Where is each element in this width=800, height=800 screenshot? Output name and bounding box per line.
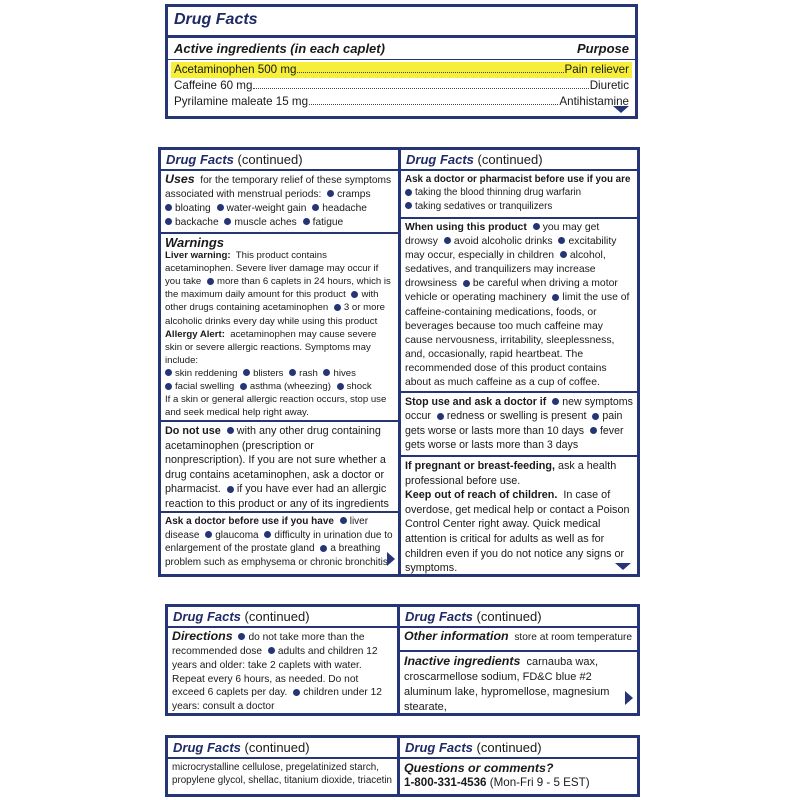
- ingredient-name: Caffeine 60 mg: [174, 79, 253, 92]
- questions-section: [400, 757, 637, 794]
- drug-facts-panel-warnings: [158, 147, 640, 577]
- drug-facts-label: Drug Facts: [173, 609, 241, 624]
- drug-facts-label: Drug Facts: [173, 740, 241, 755]
- uses-title: Uses: [165, 172, 195, 186]
- other-information-title: Other information: [404, 629, 509, 643]
- warnings-title: Warnings: [165, 235, 224, 250]
- continued-label: (continued): [476, 740, 542, 755]
- column-header: [168, 738, 397, 757]
- other-information-section: Other information store at room temperature: [400, 626, 637, 650]
- inactive-ingredients-title: Inactive ingredients: [404, 654, 521, 668]
- drug-facts-label: Drug Facts: [405, 740, 473, 755]
- ask-pharmacist-section: Ask a doctor or pharmacist before use if you are taking the blood thinning drug warfarin taking sedatives or tranquilizers: [401, 169, 637, 217]
- uses-text: for the temporary relief of these symptoms associated with menstrual periods:: [165, 175, 392, 200]
- when-using-label: When using this product: [405, 222, 527, 233]
- ingredient-purpose: Pain reliever: [564, 63, 629, 76]
- stop-use-section: Stop use and ask a doctor if new symptoms occur redness or swelling is present pain gets worse or lasts more than 10 days fever gets worse or lasts more than 3 days: [401, 391, 637, 455]
- questions-title: Questions or comments?: [404, 761, 554, 775]
- left-column: [168, 738, 397, 794]
- column-header: [400, 607, 637, 626]
- inactive-ingredients-section: Inactive ingredients carnauba wax, croscarmellose sodium, FD&C blue #2 aluminum lake, hypromellose, magnesium stearate,: [400, 650, 637, 713]
- continue-arrow-icon: [625, 691, 633, 705]
- right-column: [400, 738, 637, 794]
- ingredient-name: Acetaminophen 500 mg: [174, 63, 297, 76]
- allergy-alert-label: Allergy Alert:: [165, 328, 225, 340]
- purpose-heading: Purpose: [576, 41, 629, 56]
- continued-label: (continued): [244, 740, 310, 755]
- warnings-section: Warnings Liver warning: This product contains acetaminophen. Severe liver damage may occur if you take more than 6 caplets in 24 hours, which is the maximum daily amount for this product with other drugs containing acetaminophen 3 or more alcoholic drinks every day while using this product Allergy Alert: acetaminophen may cause severe skin or severe allergic reactions. Symptoms may include: skin reddening blisters rash hives facial swelling asthma (wheezing) shock If a skin or general allergic reaction occurs, stop use and seek medical help right away.: [161, 232, 398, 420]
- pregnancy-label: If pregnant or breast-feeding,: [405, 460, 555, 472]
- continued-label: (continued): [476, 609, 542, 624]
- column-header: [401, 150, 637, 169]
- liver-warning-label: Liver warning:: [165, 250, 231, 262]
- inactive-ingredients-continued: microcrystalline cellulose, pregelatinized starch, propylene glycol, shellac, titanium dioxide, triacetin: [168, 757, 397, 794]
- column-header: [168, 607, 397, 626]
- right-column: [401, 150, 637, 574]
- directions-title: Directions: [172, 629, 233, 643]
- when-using-section: When using this product you may get drowsy avoid alcoholic drinks excitability may occur, especially in children alcohol, sedatives, and tranquilizers may increase drowsiness be careful when driving a motor vehicle or operating machinery limit the use of caffeine-containing medications, foods, or beverages because too much caffeine may cause nervousness, irritability, sleeplessness, and, occasionally, rapid heartbeat. The recommended dose of this product contains about as much caffeine as a cup of coffee.: [401, 217, 637, 391]
- ask-doctor-label: Ask a doctor before use if you have: [165, 516, 334, 527]
- ingredient-purpose: Antihistamine: [559, 95, 629, 108]
- directions-section: Directions do not take more than the recommended dose adults and children 12 years and older: take 2 caplets with water. Repeat every 6 hours, as needed. Do not exceed 6 caplets per day. children under 12 years: consult a doctor: [168, 626, 397, 713]
- ingredient-row: [171, 62, 632, 78]
- keep-out-of-reach-label: Keep out of reach of children.: [405, 489, 558, 502]
- ingredient-purpose: Diuretic: [589, 79, 629, 92]
- continued-label: (continued): [477, 152, 543, 167]
- left-column: [161, 150, 398, 574]
- ingredient-name: Pyrilamine maleate 15 mg: [174, 95, 309, 108]
- stop-use-label: Stop use and ask a doctor if: [405, 396, 547, 408]
- drug-facts-label: Drug Facts: [166, 152, 234, 167]
- drug-facts-label: Drug Facts: [405, 609, 473, 624]
- do-not-use-label: Do not use: [165, 425, 221, 437]
- panel-title: Drug Facts: [174, 11, 258, 28]
- ingredient-row: [171, 78, 632, 94]
- continued-label: (continued): [237, 152, 303, 167]
- column-header: [400, 738, 637, 757]
- continue-arrow-icon: [615, 563, 631, 570]
- ingredient-row: [171, 94, 632, 110]
- phone-hours: (Mon-Fri 9 - 5 EST): [489, 776, 590, 789]
- continued-label: (continued): [244, 609, 310, 624]
- right-column: [400, 607, 637, 713]
- drug-facts-panel-questions: [165, 735, 640, 797]
- continue-arrow-icon: [387, 552, 395, 566]
- phone-number: 1-800-331-4536: [404, 776, 487, 789]
- drug-facts-panel-active-ingredients: [165, 4, 638, 119]
- ask-pharmacist-label: Ask a doctor or pharmacist before use if you are: [405, 174, 631, 185]
- uses-section: Uses for the temporary relief of these symptoms associated with menstrual periods: cramps bloating water-weight gain headache backache muscle aches fatigue: [161, 169, 398, 232]
- ask-doctor-section: Ask a doctor before use if you have liver disease glaucoma difficulty in urination due to enlargement of the prostate gland a breathing problem such as emphysema or chronic bronchitis: [161, 511, 398, 575]
- do-not-use-section: Do not use with any other drug containing acetaminophen (prescription or nonprescription). If you are not sure whether a drug contains acetaminophen, ask a doctor or pharmacist. if you have ever had an allergic reaction to this product or any of its ingredients: [161, 420, 398, 511]
- drug-facts-label: Drug Facts: [406, 152, 474, 167]
- pregnancy-section: If pregnant or breast-feeding, ask a health professional before use. Keep out of reach of children. In case of overdose, get medical help or contact a Poison Control Center right away. Quick medical attention is critical for adults as well as for children even if you do not notice any signs or symptoms.: [401, 455, 637, 575]
- active-ingredients-heading: Active ingredients (in each caplet): [174, 41, 385, 56]
- drug-facts-panel-directions: [165, 604, 640, 716]
- left-column: [168, 607, 397, 713]
- column-header: [161, 150, 398, 169]
- continue-arrow-icon: [613, 106, 629, 113]
